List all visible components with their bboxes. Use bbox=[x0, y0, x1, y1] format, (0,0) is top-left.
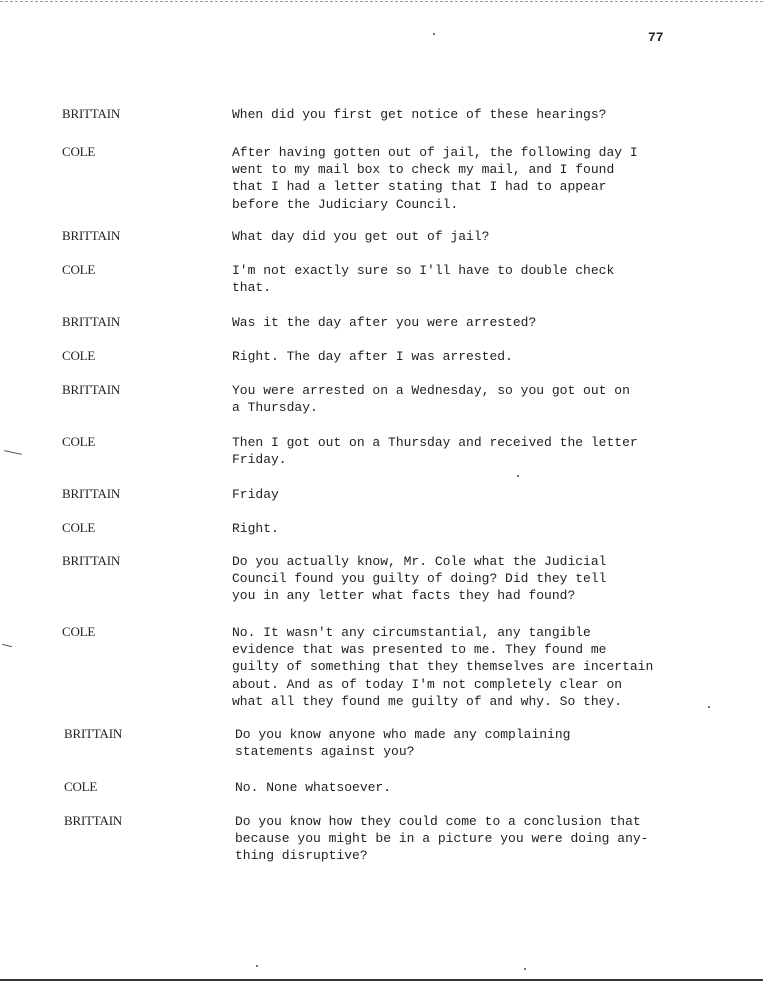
scan-speck bbox=[256, 965, 258, 967]
page-number: 77 bbox=[648, 30, 664, 45]
speaker-label: COLE bbox=[62, 434, 96, 449]
speech-text: You were arrested on a Wednesday, so you got out on a Thursday. bbox=[232, 383, 630, 416]
speaker-label: COLE bbox=[62, 262, 96, 277]
speech-text: When did you first get notice of these hearings? bbox=[232, 107, 607, 122]
margin-mark bbox=[2, 644, 12, 648]
speech-text: Right. The day after I was arrested. bbox=[232, 349, 513, 364]
speaker-label: COLE bbox=[62, 520, 96, 535]
speaker-label: BRITTAIN bbox=[64, 813, 123, 828]
speech-text: No. It wasn't any circumstantial, any tangible evidence that was presented to me. They found me guilty of something that they themselves are incertain about. And as of today I'm not completely clear on what all they found me guilty of and why. So they. bbox=[232, 625, 654, 709]
page-bottom-rule bbox=[0, 979, 763, 981]
speech-text: I'm not exactly sure so I'll have to double check that. bbox=[232, 263, 615, 296]
speech-text: Then I got out on a Thursday and received the letter Friday. bbox=[232, 435, 638, 468]
speaker-label: BRITTAIN bbox=[62, 228, 121, 243]
speaker-label: BRITTAIN bbox=[62, 314, 121, 329]
speech-text: No. None whatsoever. bbox=[235, 780, 392, 795]
page-top-edge bbox=[0, 1, 763, 2]
scan-speck bbox=[517, 475, 519, 477]
speech-text: Right. bbox=[232, 521, 279, 536]
speaker-label: BRITTAIN bbox=[62, 486, 121, 501]
margin-mark bbox=[4, 450, 22, 455]
speaker-label: COLE bbox=[62, 624, 96, 639]
speech-text: Friday bbox=[232, 487, 279, 502]
speaker-label: BRITTAIN bbox=[62, 553, 121, 568]
speaker-label: COLE bbox=[64, 779, 98, 794]
speaker-label: COLE bbox=[62, 144, 96, 159]
scan-speck bbox=[433, 33, 435, 35]
speaker-label: BRITTAIN bbox=[64, 726, 123, 741]
speech-text: Was it the day after you were arrested? bbox=[232, 315, 537, 330]
speaker-label: BRITTAIN bbox=[62, 382, 121, 397]
speech-text: Do you actually know, Mr. Cole what the Judicial Council found you guilty of doing? Did they tell you in any letter what facts they had found? bbox=[232, 554, 607, 604]
speech-text: Do you know how they could come to a conclusion that because you might be in a picture you were doing any- thing disruptive? bbox=[235, 814, 649, 864]
speaker-label: COLE bbox=[62, 348, 96, 363]
speech-text: What day did you get out of jail? bbox=[232, 229, 490, 244]
speech-text: After having gotten out of jail, the following day I went to my mail box to check my mail, and I found that I had a letter stating that I had to appear before the Judiciary Council. bbox=[232, 145, 638, 212]
scan-speck bbox=[524, 968, 526, 970]
speaker-label: BRITTAIN bbox=[62, 106, 121, 121]
speech-text: Do you know anyone who made any complaining statements against you? bbox=[235, 727, 571, 760]
scan-speck bbox=[708, 706, 710, 708]
